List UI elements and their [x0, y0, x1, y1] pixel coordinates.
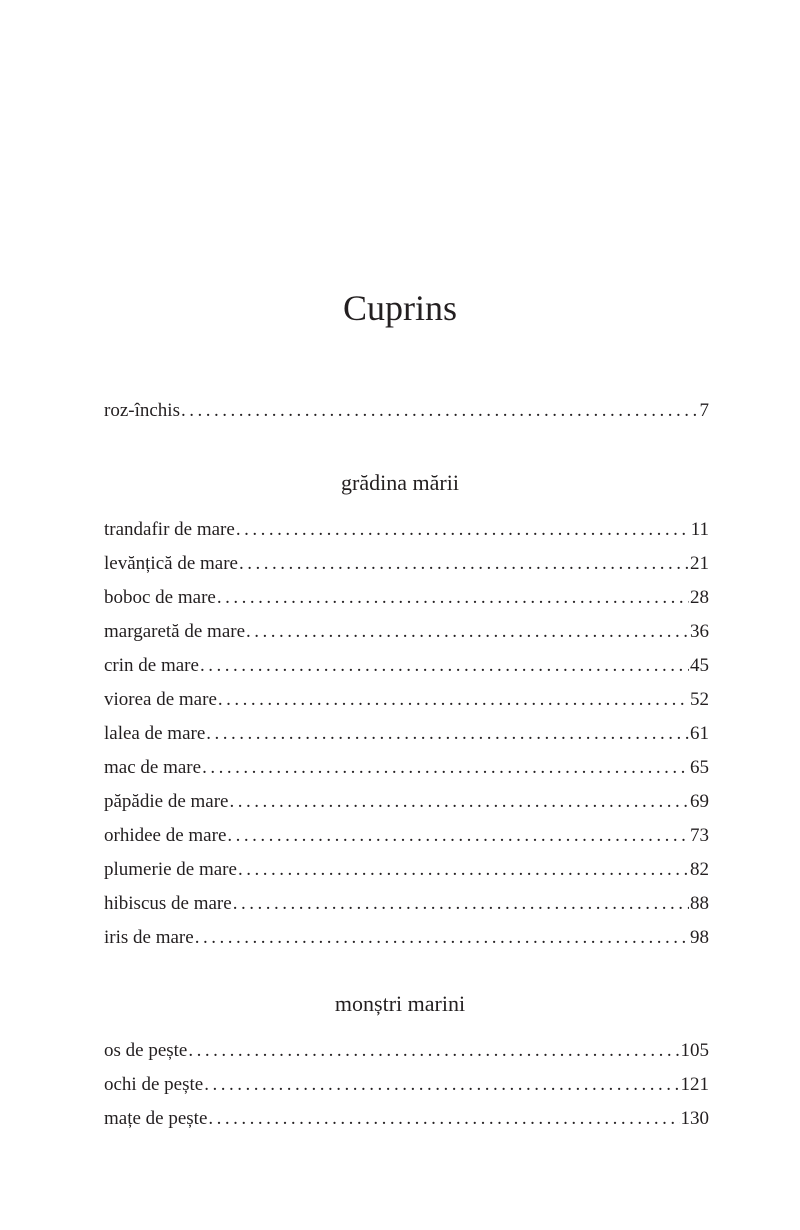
- toc-entry-label: os de pește: [104, 1040, 188, 1061]
- toc-entry-label: hibiscus de mare: [104, 893, 232, 914]
- toc-entry-label: păpădie de mare: [104, 791, 229, 812]
- section-heading-monstri-marini: monștri marini: [334, 991, 466, 1016]
- toc-entry-page: 52: [690, 689, 709, 710]
- toc-entry-page: 105: [680, 1040, 709, 1061]
- toc-entry-label: trandafir de mare: [104, 519, 235, 540]
- toc-entry-page: 45: [690, 655, 709, 676]
- toc-entry-label: lalea de mare: [104, 723, 206, 744]
- dot-leader: [217, 583, 689, 613]
- dot-leader: [238, 855, 689, 885]
- toc-entry-label: roz-închis: [104, 400, 180, 421]
- toc-entry[interactable]: [104, 821, 709, 851]
- toc-entry-label: viorea de mare: [104, 689, 217, 710]
- toc-entry[interactable]: [104, 515, 709, 545]
- section-heading-gradina-marii: grădina mării: [341, 470, 459, 495]
- toc-entry-label: plumerie de mare: [104, 859, 237, 880]
- toc-entry-label: orhidee de mare: [104, 825, 227, 846]
- toc-entry[interactable]: [104, 685, 709, 715]
- toc-entry-label: iris de mare: [104, 927, 194, 948]
- dot-leader: [202, 753, 689, 783]
- dot-leader: [188, 1036, 679, 1066]
- toc-entry-page: 21: [690, 553, 709, 574]
- toc-entry[interactable]: [104, 923, 709, 953]
- toc-entry-page: 98: [690, 927, 709, 948]
- toc-entry-page: 121: [680, 1074, 709, 1095]
- dot-leader: [206, 719, 689, 749]
- toc-entry-page: 65: [690, 757, 709, 778]
- dot-leader: [218, 685, 689, 715]
- toc-entry[interactable]: [104, 719, 709, 749]
- toc-entry-page: 28: [690, 587, 709, 608]
- toc-entry-page: 11: [690, 519, 709, 540]
- toc-entry-label: crin de mare: [104, 655, 199, 676]
- dot-leader: [229, 787, 689, 817]
- toc-entry-label: boboc de mare: [104, 587, 216, 608]
- toc-entry[interactable]: [104, 549, 709, 579]
- toc-entry-label: levănțică de mare: [104, 553, 238, 574]
- toc-entry[interactable]: [104, 1104, 709, 1134]
- dot-leader: [181, 396, 699, 426]
- dot-leader: [233, 889, 689, 919]
- toc-entry[interactable]: [104, 787, 709, 817]
- toc-entry-page: 61: [690, 723, 709, 744]
- dot-leader: [195, 923, 689, 953]
- toc-entry-page: 36: [690, 621, 709, 642]
- toc-entry-label: margaretă de mare: [104, 621, 246, 642]
- toc-entry[interactable]: [104, 1036, 709, 1066]
- dot-leader: [239, 549, 689, 579]
- dot-leader: [246, 617, 689, 647]
- toc-entry[interactable]: [104, 651, 709, 681]
- toc-entry-label: mațe de pește: [104, 1108, 208, 1129]
- page-title: Cuprins: [342, 288, 457, 328]
- toc-entry-page: 69: [690, 791, 709, 812]
- toc-entry[interactable]: [104, 617, 709, 647]
- toc-entry-page: 7: [699, 400, 709, 421]
- toc-entry[interactable]: [104, 583, 709, 613]
- toc-entry[interactable]: [104, 889, 709, 919]
- dot-leader: [200, 651, 689, 681]
- toc-entry-page: 130: [680, 1108, 709, 1129]
- toc-entry[interactable]: [104, 855, 709, 885]
- toc-entry[interactable]: [104, 1070, 709, 1100]
- dot-leader: [208, 1104, 679, 1134]
- toc-entry-page: 88: [690, 893, 709, 914]
- dot-leader: [236, 515, 690, 545]
- toc-entry-intro[interactable]: [104, 396, 709, 426]
- toc-entry-page: 82: [690, 859, 709, 880]
- dot-leader: [204, 1070, 679, 1100]
- dot-leader: [227, 821, 689, 851]
- toc-entry[interactable]: [104, 753, 709, 783]
- toc-entry-label: mac de mare: [104, 757, 202, 778]
- toc-entry-page: 73: [690, 825, 709, 846]
- toc-entry-label: ochi de pește: [104, 1074, 204, 1095]
